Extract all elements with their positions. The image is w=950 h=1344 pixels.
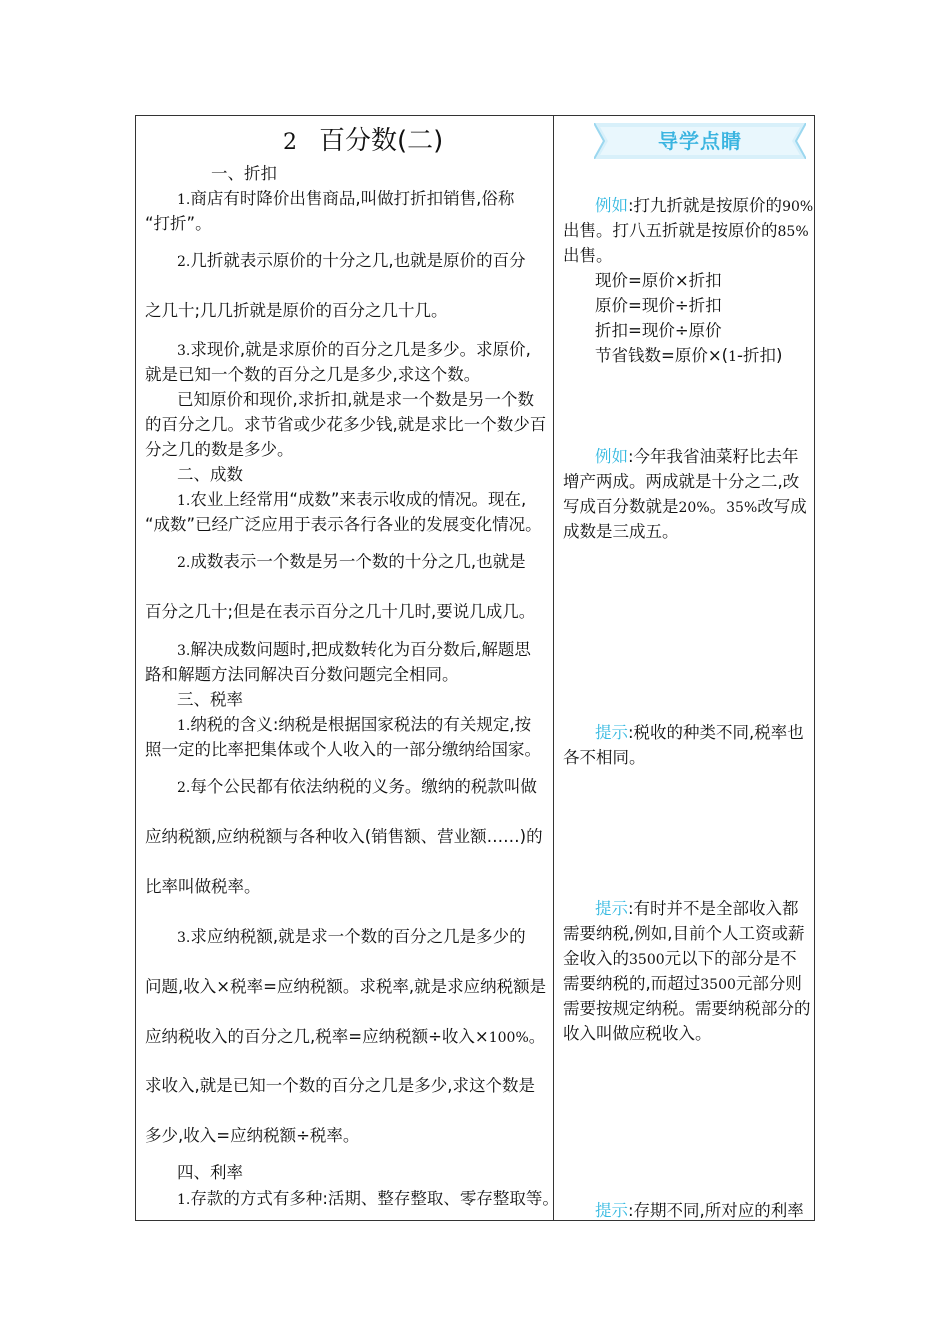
paragraph-line: 路和解题方法同解决百分数问题完全相同。 <box>145 665 459 684</box>
paragraph-line: 2.几折就表示原价的十分之几,也就是原价的百分 <box>177 251 526 270</box>
page-title <box>283 124 443 160</box>
note-line: 出售。 <box>563 246 613 265</box>
note-line: 各不相同。 <box>563 748 646 767</box>
paragraph-line: 1.商店有时降价出售商品,叫做打折扣销售,俗称 <box>177 189 515 208</box>
paragraph-line: 1.纳税的含义:纳税是根据国家税法的有关规定,按 <box>177 715 532 734</box>
paragraph-line: 1.存款的方式有多种:活期、整存整取、零存整取等。 <box>177 1189 559 1208</box>
title-number: 2 <box>283 130 297 155</box>
tip-tag: 提示 <box>595 723 628 742</box>
paragraph-line: 应纳税收入的百分之几,税率=应纳税额÷收入×100%。 <box>145 1027 546 1046</box>
note-line: 需要纳税,例如,目前个人工资或薪 <box>563 924 805 943</box>
tip-note-taxable-income: 提示:有时并不是全部收入都 <box>595 899 799 918</box>
note-line: 需要按规定纳税。需要纳税部分的 <box>563 999 811 1018</box>
section-heading-percent-parts: 二、成数 <box>177 465 243 484</box>
guide-banner <box>594 123 806 159</box>
example-tag: 例如 <box>595 196 628 215</box>
paragraph-line: “打折”。 <box>145 214 212 233</box>
note-line: 增产两成。两成就是十分之二,改 <box>563 472 800 491</box>
paragraph-line: 的百分之几。求节省或少花多少钱,就是求比一个数少百 <box>145 415 547 434</box>
paragraph-line: 应纳税额,应纳税额与各种收入(销售额、营业额……)的 <box>145 827 543 846</box>
paragraph-line: 比率叫做税率。 <box>145 877 261 896</box>
example-note-percent-parts: 例如:今年我省油菜籽比去年 <box>595 447 799 466</box>
paragraph-line: 3.解决成数问题时,把成数转化为百分数后,解题思 <box>177 640 531 659</box>
tip-tag: 提示 <box>595 899 628 918</box>
paragraph-line: 就是已知一个数的百分之几是多少,求这个数。 <box>145 365 481 384</box>
tip-note-deposit-terms: 提示:存期不同,所对应的利率 <box>595 1201 804 1220</box>
note-line: 需要纳税的,而超过3500元部分则 <box>563 974 802 993</box>
paragraph-line: “成数”已经广泛应用于表示各行各业的发展变化情况。 <box>145 515 542 534</box>
section-heading-interest-rate: 四、利率 <box>177 1163 243 1182</box>
formula-line: 现价=原价×折扣 <box>595 271 722 290</box>
note-line: 写成百分数就是20%。35%改写成 <box>563 497 807 516</box>
paragraph-line: 已知原价和现价,求折扣,就是求一个数是另一个数 <box>177 390 534 409</box>
paragraph-line: 分之几的数是多少。 <box>145 440 294 459</box>
note-line: 成数是三成五。 <box>563 522 679 541</box>
paragraph-line: 求收入,就是已知一个数的百分之几是多少,求这个数是 <box>145 1076 535 1095</box>
section-heading-discount: 一、折扣 <box>211 164 277 183</box>
paragraph-line: 3.求应纳税额,就是求一个数的百分之几是多少的 <box>177 927 526 946</box>
paragraph-line: 2.每个公民都有依法纳税的义务。缴纳的税款叫做 <box>177 777 537 796</box>
note-line: 收入叫做应税收入。 <box>563 1024 712 1043</box>
note-line: 金收入的3500元以下的部分是不 <box>563 949 797 968</box>
paragraph-line: 百分之几十;但是在表示百分之几十几时,要说几成几。 <box>145 602 536 621</box>
example-note-discount: 例如:打九折就是按原价的90% <box>595 196 814 215</box>
paragraph-line: 3.求现价,就是求原价的百分之几是多少。求原价, <box>177 340 531 359</box>
tip-tag: 提示 <box>595 1201 628 1220</box>
banner-title: 导学点睛 <box>658 129 742 153</box>
example-tag: 例如 <box>595 447 628 466</box>
formula-line: 节省钱数=原价×(1-折扣) <box>595 346 783 365</box>
paragraph-line: 照一定的比率把集体或个人收入的一部分缴纳给国家。 <box>145 740 541 759</box>
paragraph-line: 2.成数表示一个数是另一个数的十分之几,也就是 <box>177 552 526 571</box>
formula-line: 原价=现价÷折扣 <box>595 296 722 315</box>
formula-line: 折扣=现价÷原价 <box>595 321 722 340</box>
paragraph-line: 问题,收入×税率=应纳税额。求税率,就是求应纳税额是 <box>145 977 547 996</box>
column-divider <box>553 115 554 1221</box>
title-text: 百分数(二) <box>319 126 444 156</box>
paragraph-line: 1.农业上经常用“成数”来表示收成的情况。现在, <box>177 490 527 509</box>
paragraph-line: 多少,收入=应纳税额÷税率。 <box>145 1126 360 1145</box>
section-heading-tax-rate: 三、税率 <box>177 690 243 709</box>
tip-note-tax-types: 提示:税收的种类不同,税率也 <box>595 723 804 742</box>
note-line: 出售。打八五折就是按原价的85% <box>563 221 809 240</box>
paragraph-line: 之几十;几几折就是原价的百分之几十几。 <box>145 301 448 320</box>
